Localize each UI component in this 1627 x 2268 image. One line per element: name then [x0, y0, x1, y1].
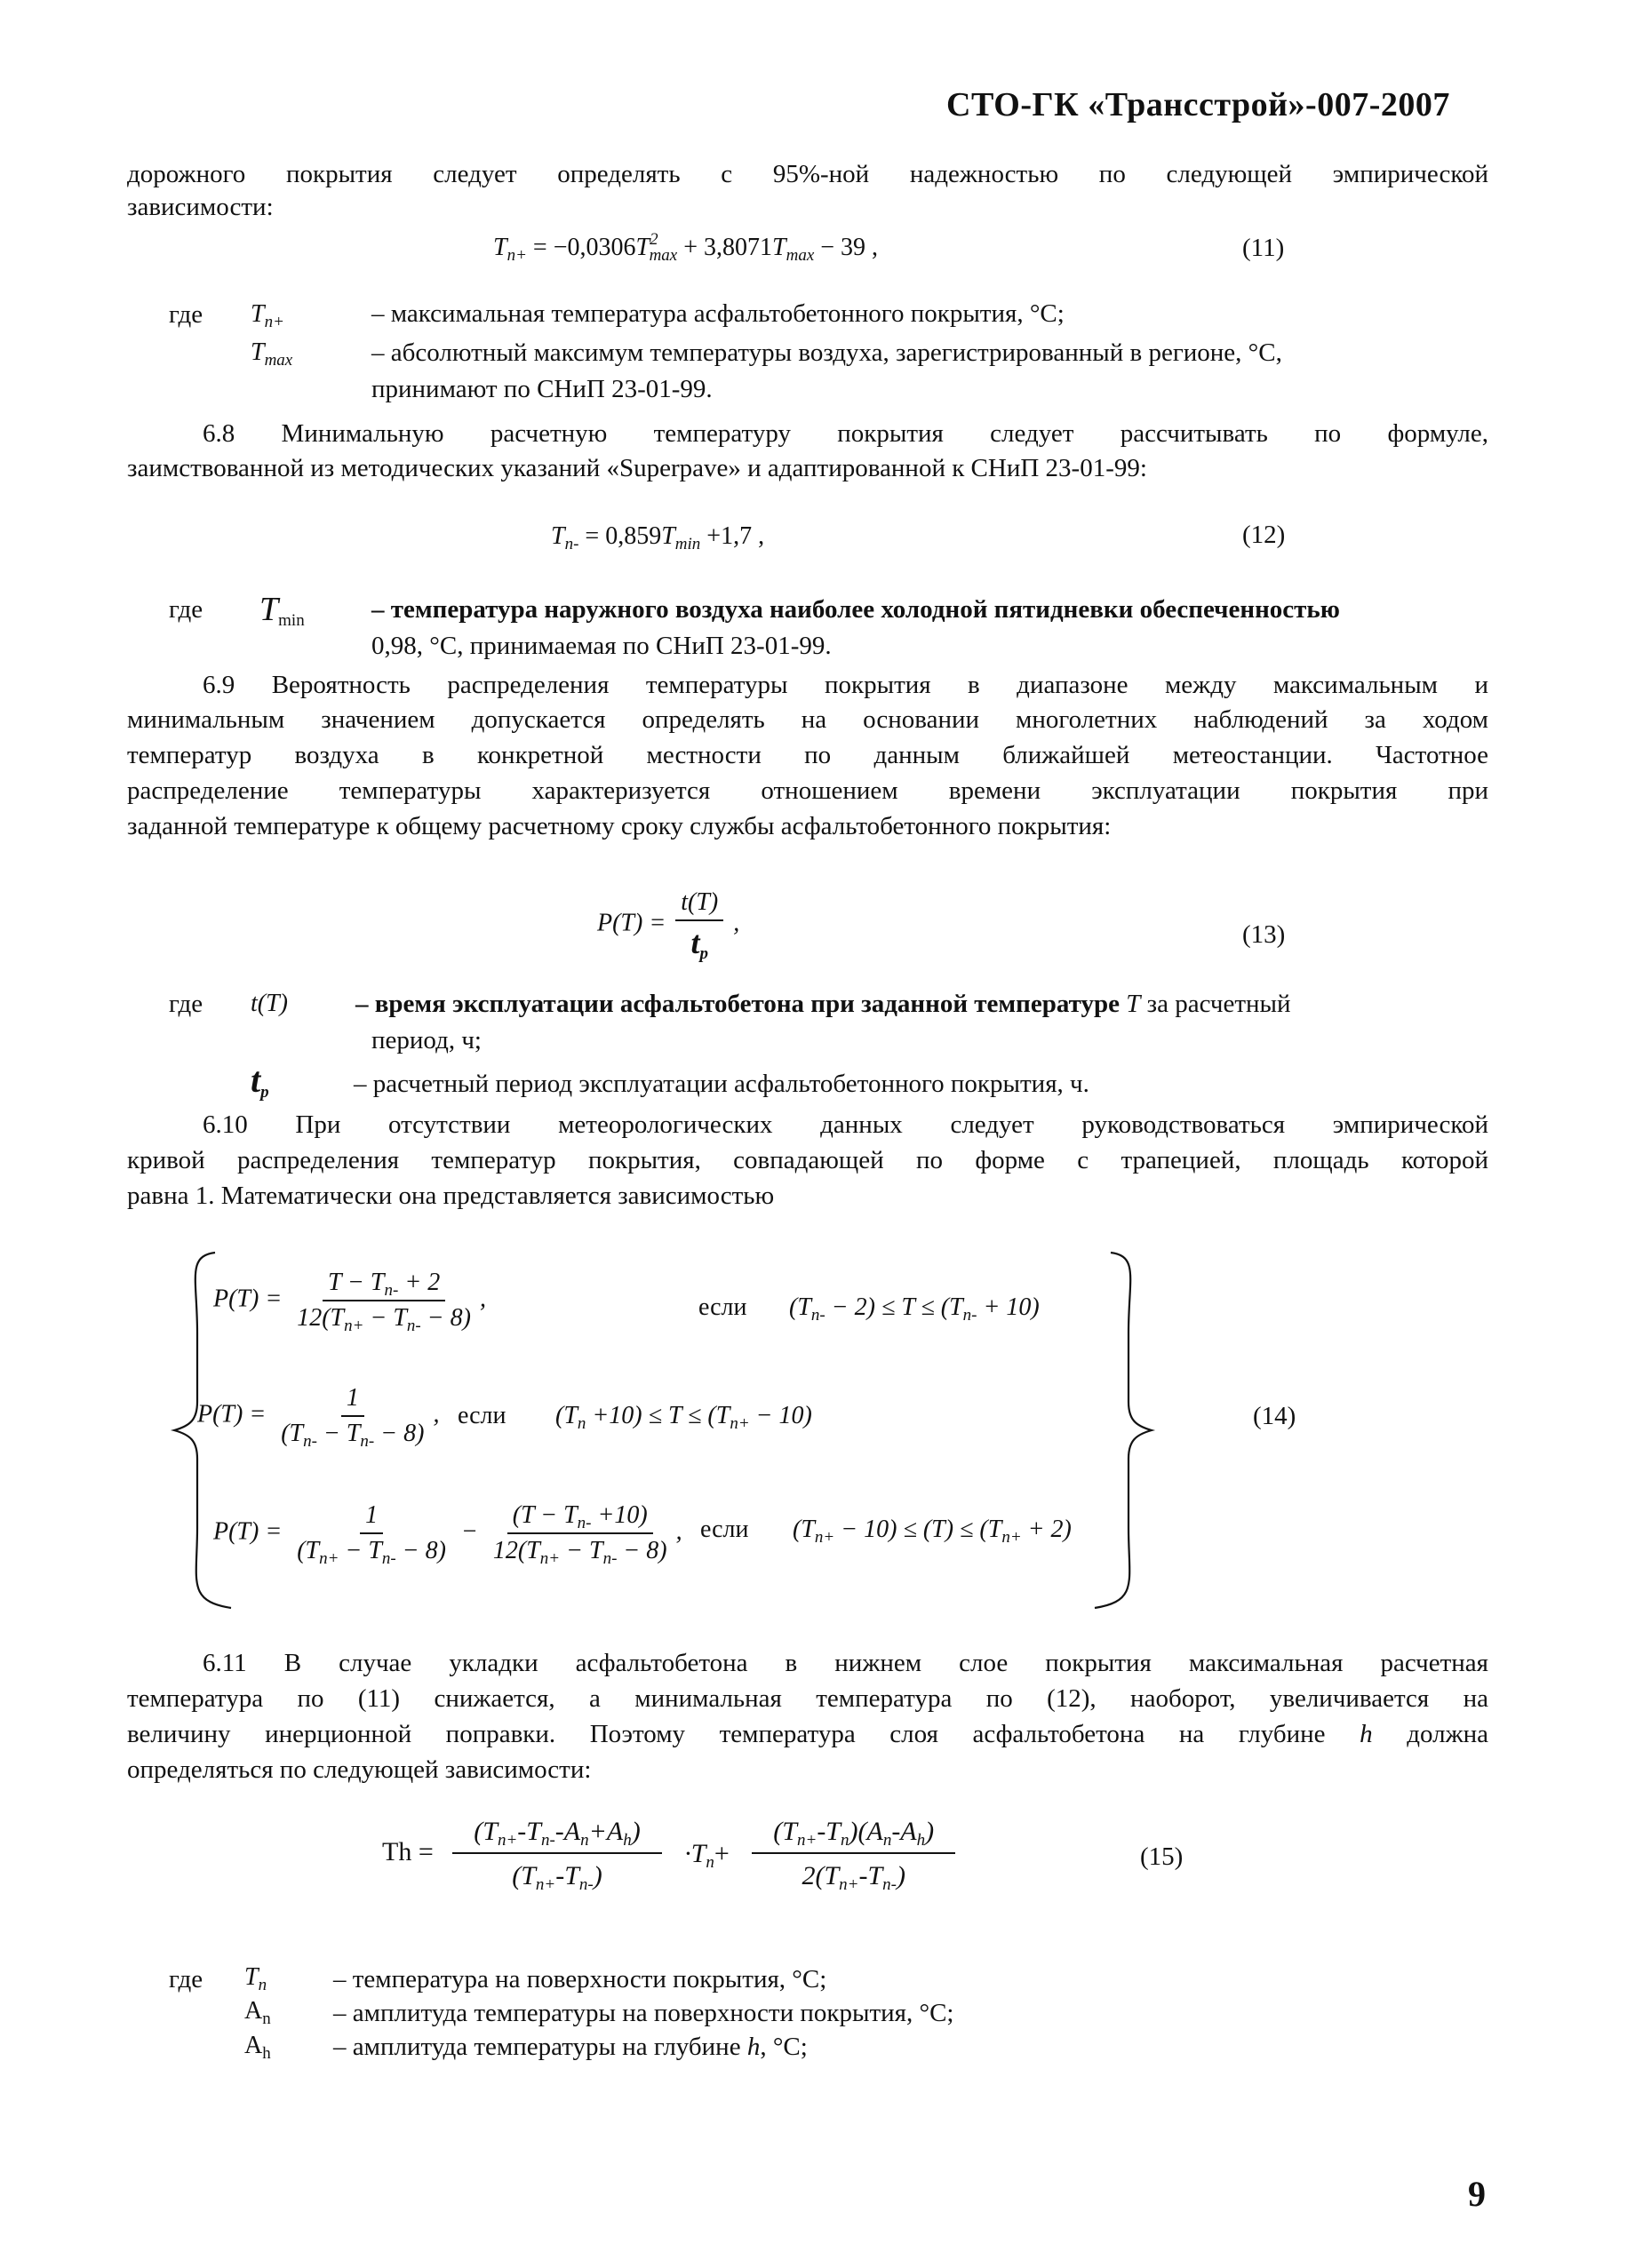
paragraph-6-9-line: температур воздуха в конкретной местности по данным ближайшей метеостанции. Частотное [127, 741, 1488, 769]
equation-number: (14) [1253, 1402, 1296, 1430]
where-label: где [169, 990, 203, 1018]
definition-text: период, ч; [371, 1026, 482, 1054]
definition-text: – время эксплуатации асфальтобетона при заданной температуре T за расчетный [355, 990, 1291, 1018]
equation-number: (11) [1242, 234, 1285, 262]
where-label: где [169, 1965, 203, 1993]
symbol-tmax: $T_{max}$ [251, 338, 293, 370]
definition-text: – амплитуда температуры на поверхности покрытия, °С; [333, 1999, 954, 2027]
equation-12: $T_{n-} = 0,859T_{min} +1,7$ , [551, 522, 765, 553]
definition-text: 0,98, °С, принимаемая по СНиП 23-01-99. [371, 632, 832, 660]
equation-14-row-1: P(T) = $\frac{T - T_{n-} + 2}{12(T_{n+} - T_{n-} - 8)}$ , [213, 1269, 486, 1335]
paragraph-intro-line: зависимости: [127, 193, 274, 221]
symbol-tn: $T_n$ [244, 1963, 267, 1994]
paragraph-6-9-line: 6.9 Вероятность распределения температуры покрытия в диапазоне между максимальным и [203, 671, 1488, 699]
definition-text: – температура на поверхности покрытия, °С; [333, 1965, 827, 1993]
equation-14-row-3: P(T) = $\frac{1}{(T_{n+} - T_{n-} - 8)}$ − $\frac{(T - T_{n-} +10)}{12(T_{n+} - T_{n-} - 8)}$ , [213, 1501, 682, 1568]
document-header: СТО-ГК «Трансстрой»-007-2007 [946, 86, 1450, 123]
symbol-ah: $A_h$ [244, 2032, 271, 2063]
page-number: 9 [1468, 2174, 1486, 2214]
definition-text: – амплитуда температуры на глубине h, °С; [333, 2033, 808, 2061]
paragraph-6-9-line: распределение температуры характеризуется отношением времени эксплуатации покрытия при [127, 776, 1488, 805]
paragraph-6-8-line: 6.8 Минимальную расчетную температуру покрытия следует рассчитывать по формуле, [203, 419, 1488, 448]
where-label: где [169, 595, 203, 624]
equation-13: P(T) = $\frac{t(T)}{t_p}$ , [597, 888, 740, 963]
paragraph-6-10-line: 6.10 При отсутствии метеорологических данных следует руководствоваться эмпирической [203, 1110, 1488, 1139]
equation-14-condition-3: $(T_{n+} - 10) \le (T) \le (T_{n+} + 2)$ [793, 1516, 1072, 1547]
equation-14-condition-1: $(T_{n-} - 2) \le T \le (T_{n-} + 10)$ [789, 1293, 1040, 1325]
definition-text: – максимальная температура асфальтобетонного покрытия, °С; [371, 299, 1065, 328]
symbol-t-of-T: t(T) [251, 990, 288, 1017]
equation-number: (15) [1140, 1842, 1184, 1871]
paragraph-6-9-line: минимальным значением допускается определять на основании многолетних наблюдений за ходом [127, 705, 1488, 734]
equation-number: (13) [1242, 920, 1286, 949]
paragraph-6-11-line: температура по (11) снижается, а минимальная температура по (12), наоборот, увеличивается на [127, 1684, 1488, 1713]
condition-if: если [458, 1402, 506, 1429]
definition-text: – расчетный период эксплуатации асфальтобетонного покрытия, ч. [354, 1070, 1089, 1098]
paragraph-6-9-line: заданной температуре к общему расчетному сроку службы асфальтобетонного покрытия: [127, 812, 1112, 840]
symbol-tp: $t_p$ [251, 1060, 269, 1102]
symbol-tn-plus: $T_{n+}$ [251, 300, 284, 331]
definition-text: принимают по СНиП 23-01-99. [371, 375, 713, 403]
equation-15: Th = $\frac{(T_{n+}-T_{n-}-A_n+A_h)}{(T_{n+}-T_{n-})}$ $\cdot T_n+$ $\frac{(T_{n+}-T_n)(A_n-A_h)}{2(T_{n+}-T_{n-})}$ [382, 1817, 959, 1891]
equation-11: $T_{n+} = -0,0306T^2_{max} + 3,8071T_{max} - 39$ , [493, 230, 879, 265]
paragraph-6-11-line: 6.11 В случае укладки асфальтобетона в нижнем слое покрытия максимальная расчетная [203, 1649, 1488, 1677]
paragraph-6-8-line: заимствованной из методических указаний «Superpave» и адаптированной к СНиП 23-01-99: [127, 454, 1147, 482]
condition-if: если [698, 1293, 747, 1321]
definition-text: – температура наружного воздуха наиболее холодной пятидневки обеспеченностью [371, 595, 1340, 624]
equation-number: (12) [1242, 521, 1286, 549]
equation-14-condition-2: $(T_n +10) \le T \le (T_{n+} - 10)$ [555, 1402, 812, 1433]
paragraph-6-10-line: равна 1. Математически она представляется зависимостью [127, 1182, 775, 1210]
symbol-an: $A_n$ [244, 1997, 271, 2028]
paragraph-intro-line: дорожного покрытия следует определять с 95%-ной надежностью по следующей эмпирической [127, 160, 1488, 188]
condition-if: если [700, 1516, 749, 1543]
paragraph-6-11-line: величину инерционной поправки. Поэтому температура слоя асфальтобетона на глубине h должна [127, 1720, 1489, 1748]
definition-text: – абсолютный максимум температуры воздуха, зарегистрированный в регионе, °С, [371, 338, 1282, 367]
where-label: где [169, 300, 203, 329]
equation-14-row-2: P(T) = $\frac{1}{(T_{n-} - T_{n-} - 8)}$ , [197, 1384, 440, 1451]
symbol-tmin: $T_{min}$ [259, 591, 305, 630]
paragraph-6-11-line: определяться по следующей зависимости: [127, 1755, 592, 1784]
paragraph-6-10-line: кривой распределения температур покрытия, совпадающей по форме с трапецией, площадь которой [127, 1146, 1488, 1174]
